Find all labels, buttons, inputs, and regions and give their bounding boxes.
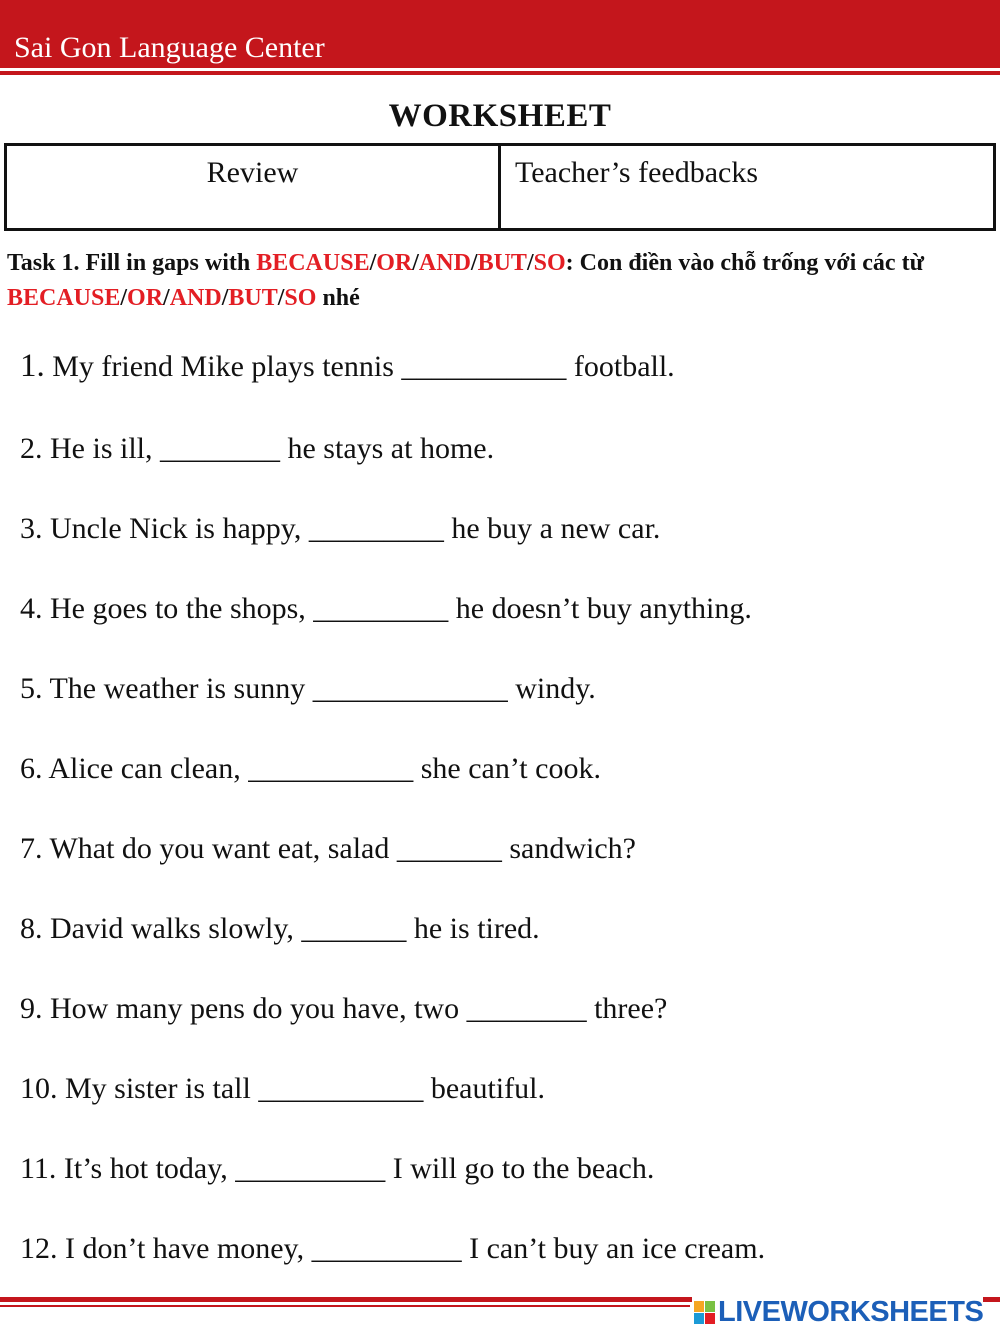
keyword-or-2: OR [127,285,164,311]
liveworksheets-brand[interactable] [692,1294,983,1330]
question-7: 7. What do you want eat, salad _______ sandwich? [20,832,636,865]
keyword-or: OR [376,250,413,276]
question-11: 11. It’s hot today, __________ I will go to the beach. [20,1152,655,1185]
task-vietnamese: : Con điền vào chỗ trống với các từ [565,250,924,276]
header-divider [0,71,1000,75]
teacher-feedback-cell: Teacher’s feedbacks [515,156,759,189]
keyword-but: BUT [477,250,527,276]
question-12: 12. I don’t have money, __________ I can’t buy an ice cream. [20,1232,766,1265]
keyword-so-2: SO [284,285,317,311]
question-6: 6. Alice can clean, ___________ she can’t cook. [20,752,601,785]
question-9: 9. How many pens do you have, two ________ three? [20,992,668,1025]
keyword-so: SO [533,250,566,276]
liveworksheets-logo-icon [694,1299,716,1325]
keyword-but-2: BUT [228,285,278,311]
center-name: Sai Gon Language Center [14,31,325,64]
question-2: 2. He is ill, ________ he stays at home. [20,432,495,465]
question-1: 1. My friend Mike plays tennis ___________ football. [20,348,675,384]
review-cell: Review [7,146,501,228]
question-4: 4. He goes to the shops, _________ he doesn’t buy anything. [20,592,752,625]
task-suffix: nhé [316,285,360,311]
task-prefix: Task 1. Fill in gaps with [7,250,257,276]
question-3: 3. Uncle Nick is happy, _________ he buy a new car. [20,512,661,545]
keyword-because-2: BECAUSE [7,285,121,311]
question-10: 10. My sister is tall ___________ beautiful. [20,1072,545,1105]
worksheet-title: WORKSHEET [388,98,612,134]
footer-divider-thin [0,1305,690,1307]
question-8: 8. David walks slowly, _______ he is tired. [20,912,540,945]
keyword-because: BECAUSE [256,250,370,276]
keyword-and: AND [418,250,471,276]
task-instruction: Task 1. Fill in gaps with BECAUSE/OR/AND/BUT/SO: Con điền vào chỗ trống với các từ BECAUSE/OR/AND/BUT/SO nhé [7,250,924,311]
brand-text: LIVEWORKSHEETS [718,1295,984,1328]
review-feedback-table [4,143,996,231]
question-5: 5. The weather is sunny _____________ windy. [20,672,596,705]
keyword-and-2: AND [169,285,222,311]
